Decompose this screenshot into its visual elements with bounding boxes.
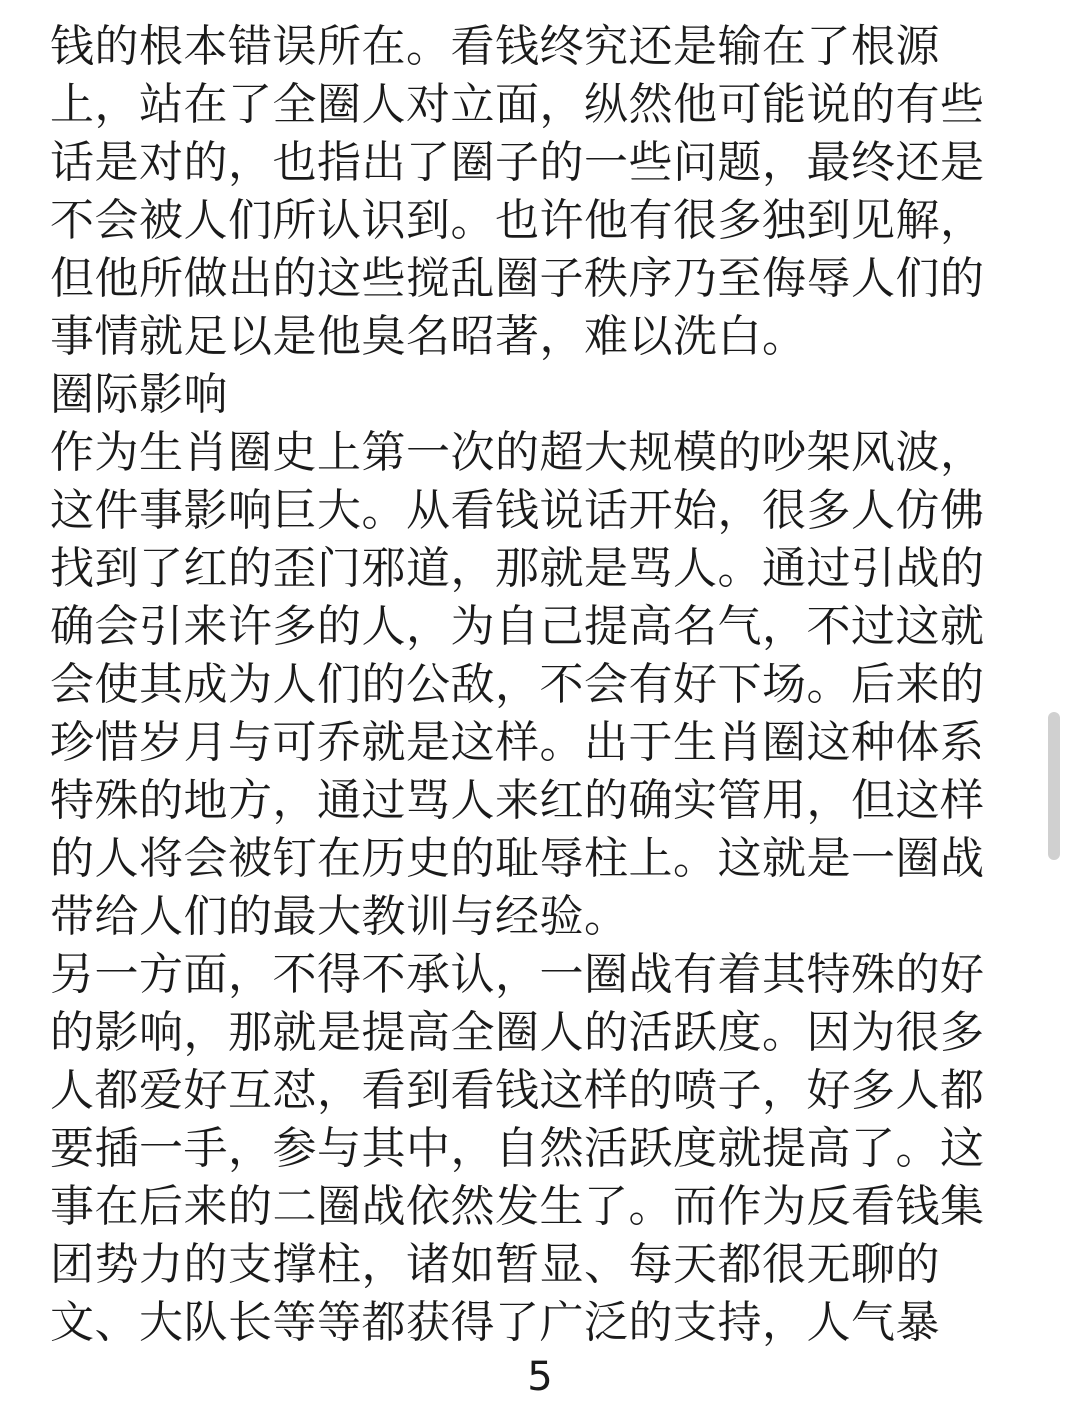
- text-line: 文、大队长等等都获得了广泛的支持，人气暴: [50, 1297, 940, 1348]
- text-line: 另一方面，不得不承认，一圈战有着其特殊的好: [50, 949, 985, 1000]
- text-line: 特殊的地方，通过骂人来红的确实管用，但这样: [50, 775, 985, 826]
- text-line: 作为生肖圈史上第一次的超大规模的吵架风波，: [50, 427, 985, 478]
- text-line: 的影响，那就是提高全圈人的活跃度。因为很多: [50, 1007, 985, 1058]
- text-line: 人都爱好互怼，看到看钱这样的喷子，好多人都: [50, 1065, 985, 1116]
- text-line: 事情就足以是他臭名昭著，难以洗白。: [50, 311, 807, 362]
- text-line: 确会引来许多的人，为自己提高名气，不过这就: [50, 601, 985, 652]
- text-line: 带给人们的最大教训与经验。: [50, 891, 629, 942]
- text-line: 会使其成为人们的公敌，不会有好下场。后来的: [50, 659, 985, 710]
- text-line: 话是对的，也指出了圈子的一些问题，最终还是: [50, 137, 985, 188]
- section-heading: 圈际影响: [50, 369, 228, 420]
- page-number: 5: [527, 1354, 553, 1400]
- text-line: 的人将会被钉在历史的耻辱柱上。这就是一圈战: [50, 833, 985, 884]
- text-line: 团势力的支撑柱，诸如暂显、每天都很无聊的: [50, 1239, 940, 1290]
- text-line: 要插一手，参与其中，自然活跃度就提高了。这: [50, 1123, 985, 1174]
- text-line: 钱的根本错误所在。看钱终究还是输在了根源: [50, 21, 940, 72]
- text-line: 事在后来的二圈战依然发生了。而作为反看钱集: [50, 1181, 985, 1232]
- scrollbar-thumb[interactable]: [1048, 712, 1060, 860]
- text-line: 珍惜岁月与可乔就是这样。出于生肖圈这种体系: [50, 717, 985, 768]
- text-line: 这件事影响巨大。从看钱说话开始，很多人仿佛: [50, 485, 985, 536]
- document-body: [50, 18, 1000, 1352]
- text-line: 但他所做出的这些搅乱圈子秩序乃至侮辱人们的: [50, 253, 985, 304]
- text-line: 不会被人们所认识到。也许他有很多独到见解，: [50, 195, 985, 246]
- text-line: 上，站在了全圈人对立面，纵然他可能说的有些: [50, 79, 985, 130]
- text-line: 找到了红的歪门邪道，那就是骂人。通过引战的: [50, 543, 985, 594]
